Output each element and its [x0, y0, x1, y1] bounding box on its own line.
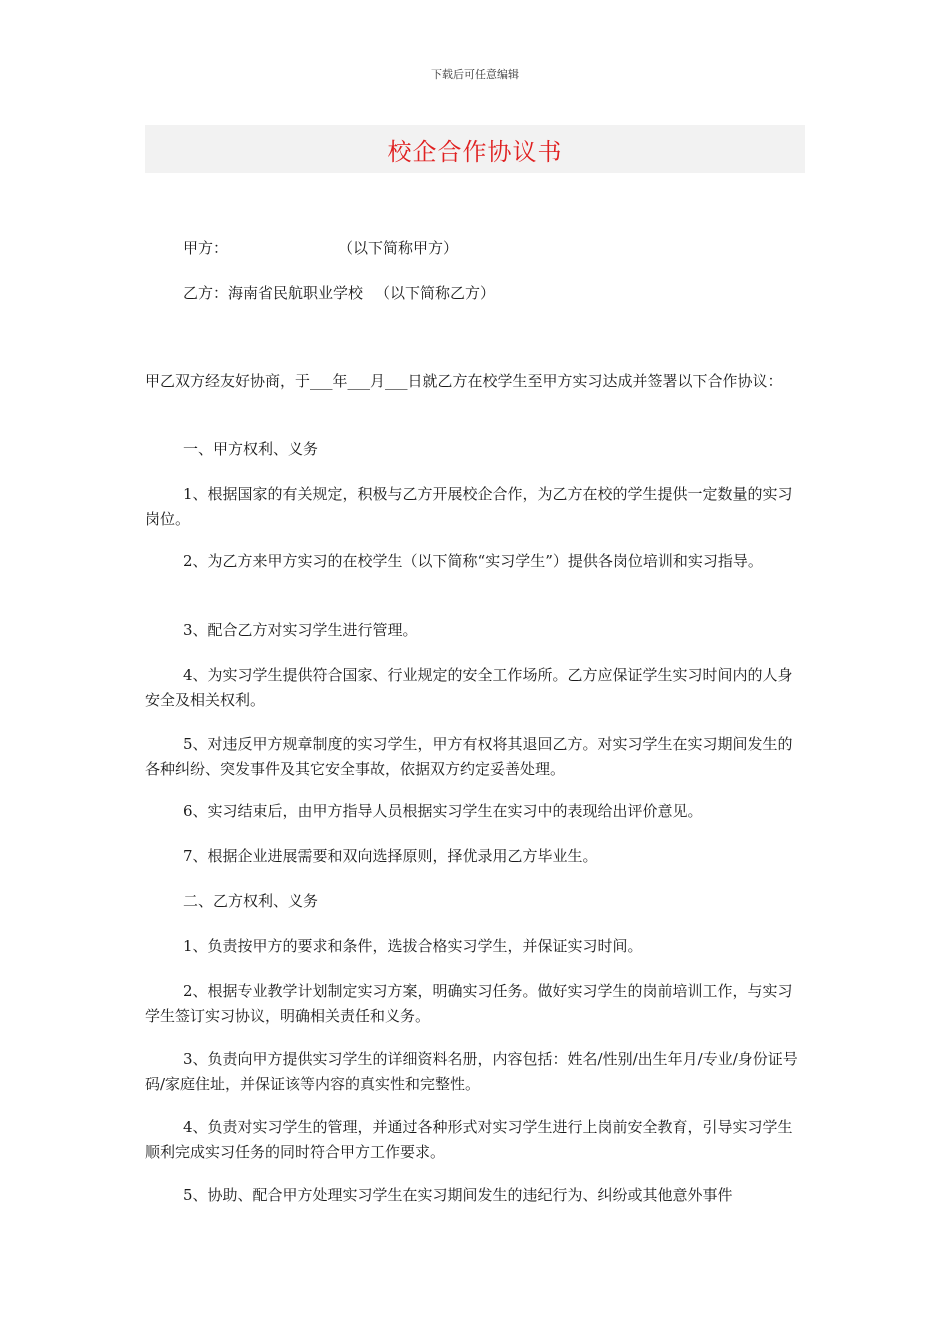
section1-item-4: 4、为实习学生提供符合国家、行业规定的安全工作场所。乙方应保证学生实习时间内的人身安全及相关权利。: [145, 666, 793, 709]
section2-item-4: 4、负责对实习学生的管理，并通过各种形式对实习学生进行上岗前安全教育，引导实习学生顺利完成实习任务的同时符合甲方工作要求。: [145, 1118, 793, 1161]
page-title: 校企合作协议书: [387, 137, 563, 166]
section2-item-3: 3、负责向甲方提供实习学生的详细资料名册，内容包括：姓名/性别/出生年月/专业/身份证号码/家庭住址，并保证该等内容的真实性和完整性。: [145, 1050, 798, 1093]
party-b-note: （以下简称乙方）: [375, 284, 496, 302]
section2-heading: 二、乙方权利、义务: [183, 892, 319, 910]
section1-item-1: 1、根据国家的有关规定，积极与乙方开展校企合作，为乙方在校的学生提供一定数量的实习岗位。: [145, 485, 793, 528]
section2-item-2: 2、根据专业教学计划制定实习方案，明确实习任务。做好实习学生的岗前培训工作，与实习学生签订实习协议，明确相关责任和义务。: [145, 982, 793, 1025]
intro-paragraph: 甲乙双方经友好协商，于___年___月___日就乙方在校学生至甲方实习达成并签署以下合作协议：: [145, 372, 783, 390]
party-a-note: （以下简称甲方）: [338, 239, 459, 257]
section1-item-2: 2、为乙方来甲方实习的在校学生（以下简称“实习学生”）提供各岗位培训和实习指导。: [183, 552, 763, 570]
section1-item-5: 5、对违反甲方规章制度的实习学生，甲方有权将其退回乙方。对实习学生在实习期间发生的各种纠纷、突发事件及其它安全事故，依据双方约定妥善处理。: [145, 735, 793, 778]
title-band: [145, 125, 805, 173]
party-b-name: 海南省民航职业学校: [228, 284, 364, 302]
section2-item-5: 5、协助、配合甲方处理实习学生在实习期间发生的违纪行为、纠纷或其他意外事件: [183, 1186, 733, 1204]
section1-item-7: 7、根据企业进展需要和双向选择原则，择优录用乙方毕业生。: [183, 847, 598, 865]
section1-heading: 一、甲方权利、义务: [183, 440, 319, 458]
party-a-label: 甲方：: [183, 239, 229, 257]
party-b-line: [145, 281, 805, 306]
section2-item-1: 1、负责按甲方的要求和条件，选拔合格实习学生，并保证实习时间。: [183, 937, 643, 955]
header-note: 下载后可任意编辑: [431, 68, 519, 81]
party-b-label: 乙方：: [183, 284, 229, 302]
section1-item-6: 6、实习结束后，由甲方指导人员根据实习学生在实习中的表现给出评价意见。: [183, 802, 703, 820]
party-a-line: [145, 236, 805, 261]
section1-item-3: 3、配合乙方对实习学生进行管理。: [183, 621, 418, 639]
